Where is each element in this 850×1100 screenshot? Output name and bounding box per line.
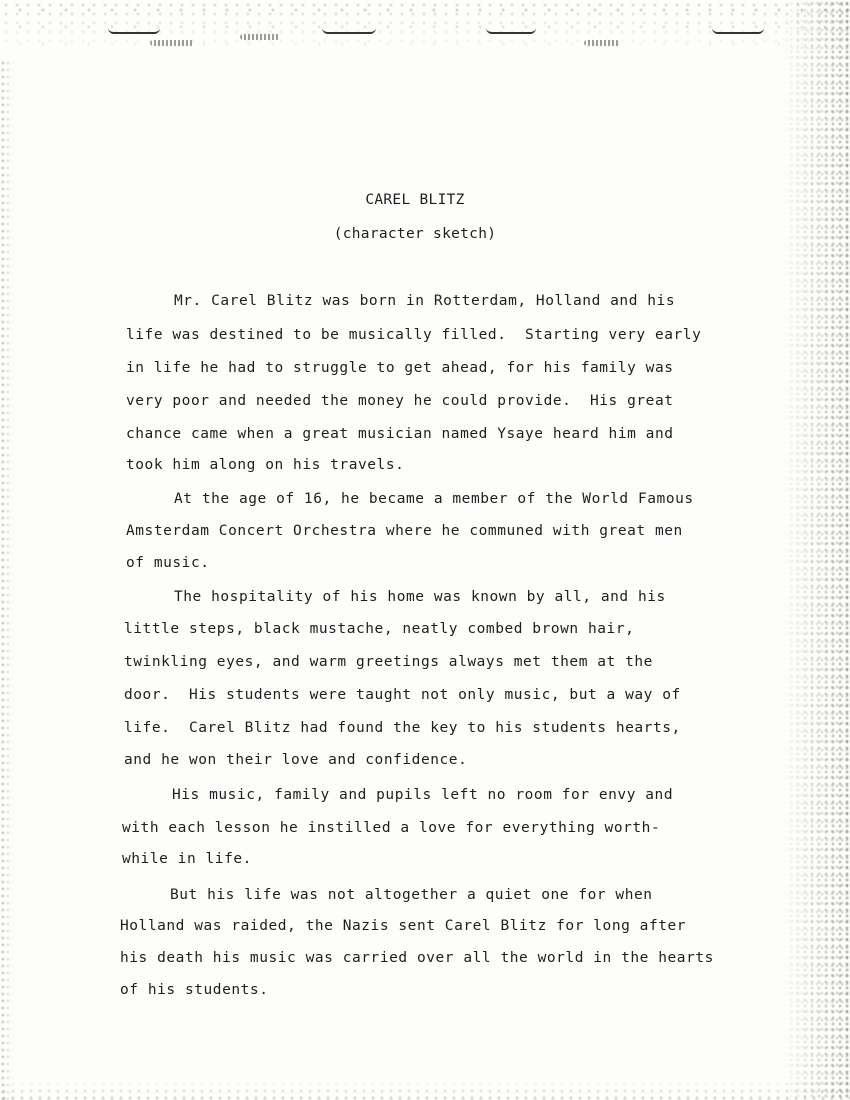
text-line: chance came when a great musician named Ysaye heard him and bbox=[126, 426, 674, 442]
document-subtitle: (character sketch) bbox=[333, 226, 497, 242]
binder-mark bbox=[486, 28, 536, 34]
text-line: life. Carel Blitz had found the key to his students hearts, bbox=[124, 720, 681, 736]
document-title: CAREL BLITZ bbox=[365, 192, 465, 208]
text-line: of his students. bbox=[120, 982, 269, 998]
text-line: very poor and needed the money he could provide. His great bbox=[126, 393, 674, 409]
binder-smudge bbox=[240, 34, 280, 40]
text-line: while in life. bbox=[122, 851, 252, 867]
binder-smudge bbox=[150, 40, 194, 46]
text-line: His music, family and pupils left no room for envy and bbox=[172, 787, 674, 803]
text-line: of music. bbox=[126, 555, 210, 571]
text-line: But his life was not altogether a quiet one for when bbox=[170, 887, 653, 903]
text-line: and he won their love and confidence. bbox=[124, 752, 468, 768]
text-line: Mr. Carel Blitz was born in Rotterdam, Holland and his bbox=[174, 293, 676, 309]
scan-noise-bottom bbox=[0, 1080, 850, 1100]
text-line: took him along on his travels. bbox=[126, 457, 405, 473]
text-line: Amsterdam Concert Orchestra where he communed with great men bbox=[126, 523, 683, 539]
text-line: in life he had to struggle to get ahead, for his family was bbox=[126, 360, 674, 376]
text-line: The hospitality of his home was known by all, and his bbox=[174, 589, 666, 605]
text-line: little steps, black mustache, neatly combed brown hair, bbox=[124, 621, 635, 637]
scan-noise-right bbox=[780, 0, 850, 1100]
scan-noise-left bbox=[0, 60, 14, 1100]
text-line: door. His students were taught not only music, but a way of bbox=[124, 687, 681, 703]
text-line: At the age of 16, he became a member of the World Famous bbox=[174, 491, 694, 507]
text-line: Holland was raided, the Nazis sent Carel Blitz for long after bbox=[120, 918, 687, 934]
binder-mark bbox=[108, 28, 160, 34]
binder-mark bbox=[712, 28, 764, 34]
text-line: life was destined to be musically filled. Starting very early bbox=[126, 327, 702, 343]
text-line: with each lesson he instilled a love for everything worth- bbox=[122, 820, 661, 836]
text-line: twinkling eyes, and warm greetings always met them at the bbox=[124, 654, 653, 670]
text-line: his death his music was carried over all the world in the hearts bbox=[120, 950, 714, 966]
binder-mark bbox=[322, 28, 376, 34]
binder-smudge bbox=[584, 40, 620, 46]
